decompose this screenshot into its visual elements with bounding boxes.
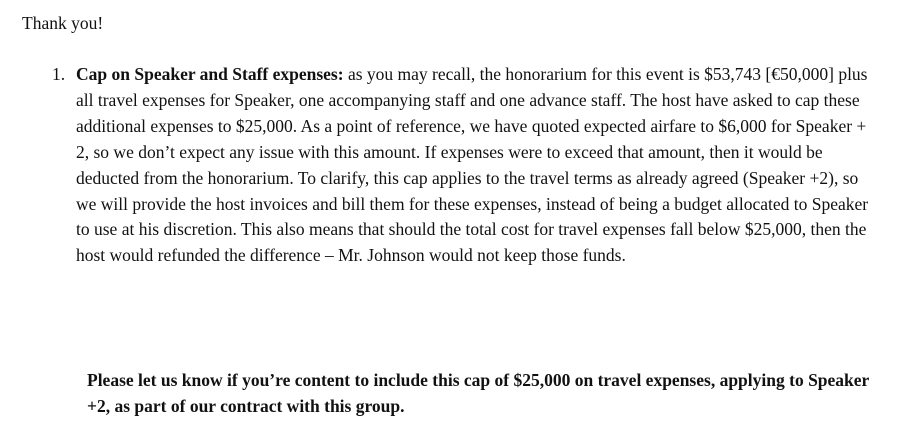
closing-request: Please let us know if you’re content to include this cap of $25,000 on travel expenses, applying to Speaker +2, as part of our contract with this group.: [87, 370, 869, 416]
list-item-body: as you may recall, the honorarium for this event is $53,743 [€50,000] plus all travel expenses for Speaker, one accompanying staff and one advance staff. The host have asked to cap these additional expenses to $25,000. As a point of reference, we have quoted expected airfare to $6,000 for Speaker + 2, so we don’t expect any issue with this amount. If expenses were to exceed that amount, then it would be deducted from the honorarium. To clarify, this cap applies to the travel terms as already agreed (Speaker +2), so we will provide the host invoices and bill them for these expenses, instead of being a budget allocated to Speaker to use at his discretion. This also means that should the total cost for travel expenses fall below $25,000, then the host would refunded the difference – Mr. Johnson would not keep those funds.: [76, 64, 869, 266]
list-item-heading: Cap on Speaker and Staff expenses:: [76, 64, 344, 84]
greeting-text: Thank you!: [22, 13, 104, 33]
list-item-content: [76, 62, 876, 269]
list-item-number: 1.: [52, 64, 66, 84]
